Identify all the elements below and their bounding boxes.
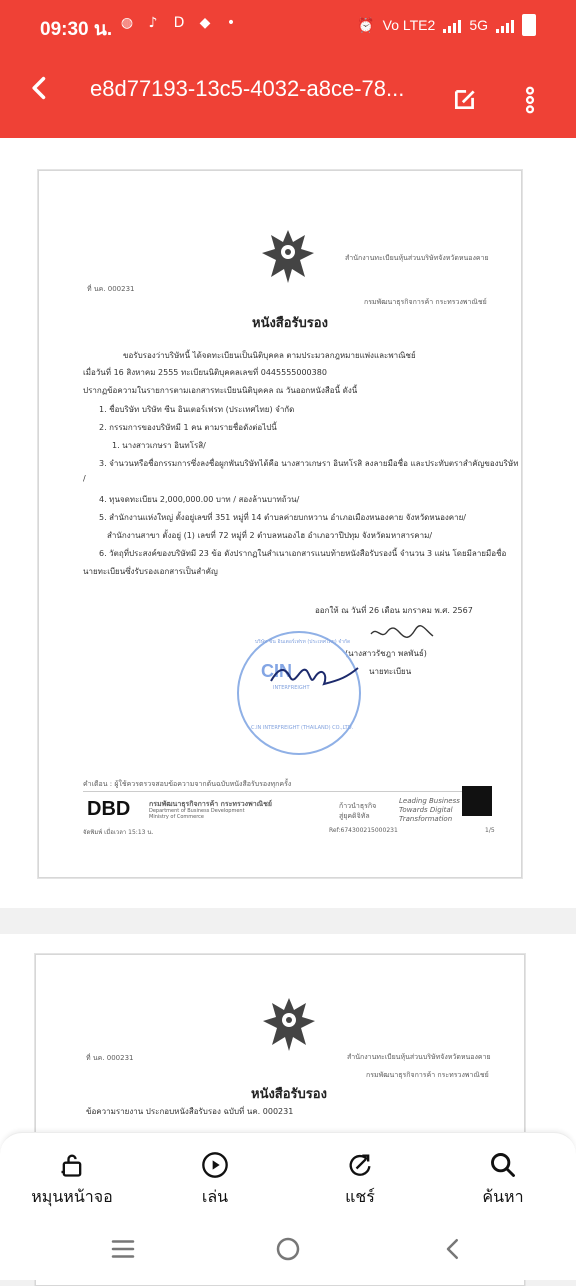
pdf-page-1[interactable] [0, 138, 576, 908]
search-button[interactable] [448, 1151, 558, 1211]
more-options-icon[interactable] [520, 86, 540, 114]
dbd-english-name: Department of Business Development [149, 808, 245, 814]
toolbar [0, 62, 576, 132]
shopping-icon: ◆ [199, 15, 211, 31]
registrar-title: นายทะเบียน [369, 667, 412, 676]
dbd-logo: DBD [87, 798, 131, 820]
document-line: 3. จำนวนหรือชื่อกรรมการซึ่งลงชื่อผูกพันบริษัทได้คือ นางสาวเกษรา อินทโรสิ ลงลายมือชื่อ และประทับตราสำคัญของบริษัท [99, 459, 519, 468]
tiktok-icon: ♪ [148, 15, 158, 31]
recent-apps-icon[interactable] [108, 1234, 138, 1264]
status-bar [0, 0, 576, 50]
status-icons [118, 14, 240, 32]
document-title: e8d77193-13c5-4032-a8ce-78... [90, 76, 405, 101]
status-time: 09:30 น. [40, 19, 113, 40]
app-d-icon: D [173, 15, 185, 31]
document-line: ปรากฏข้อความในรายการตามเอกสารทะเบียนนิติบุคคล ณ วันออกหนังสือนี้ ดังนี้ [83, 386, 358, 395]
share-button[interactable] [305, 1151, 415, 1211]
document-line: / [83, 474, 86, 483]
search-label: ค้นหา [482, 1189, 524, 1206]
volte-label: Vo LTE2 [382, 17, 436, 33]
signature-overlay-icon [267, 659, 362, 693]
network-label: 5G [469, 17, 488, 33]
system-navigation-bar [0, 1224, 576, 1280]
share-label: แชร์ [345, 1189, 375, 1206]
office-line-1: สำนักงานทะเบียนหุ้นส่วนบริษัทจังหวัดหนองคาย [345, 254, 489, 262]
edit-icon[interactable] [452, 86, 478, 112]
document-line: 2. กรรมการของบริษัทมี 1 คน ตามรายชื่อดังต่อไปนี้ [99, 423, 277, 432]
reference-number: Ref:674300215000231 [329, 827, 398, 834]
home-icon[interactable] [273, 1234, 303, 1264]
document-line: 4. ทุนจดทะเบียน 2,000,000.00 บาท / สองล้านบาทถ้วน/ [99, 495, 300, 504]
battery-icon [522, 14, 536, 36]
play-icon [201, 1151, 229, 1179]
back-arrow-icon[interactable] [26, 74, 54, 102]
play-label: เล่น [201, 1189, 229, 1206]
qr-code-icon [462, 786, 492, 816]
page-number: 1/5 [485, 827, 495, 834]
back-icon[interactable] [438, 1234, 468, 1264]
doc-number: ที่ นค. 000231 [87, 285, 135, 293]
registrar-name: (นางสาวรัชฎา พลพันธ์) [345, 649, 427, 658]
garuda-emblem-icon [257, 993, 321, 1057]
company-stamp [237, 631, 361, 755]
slogan-thai-1: ก้าวนำธุรกิจ [339, 802, 377, 810]
line-icon: ◍ [120, 15, 134, 31]
share-icon [346, 1151, 374, 1179]
slogan-english-3: Transformation [399, 815, 453, 823]
signal-icon [443, 17, 461, 33]
app-header [0, 0, 576, 138]
dot-icon: • [226, 15, 236, 31]
office-line-2: กรมพัฒนาธุรกิจการค้า กระทรวงพาณิชย์ [364, 298, 487, 306]
dbd-thai-name: กรมพัฒนาธุรกิจการค้า กระทรวงพาณิชย์ [149, 800, 272, 808]
garuda-emblem-icon [256, 225, 320, 289]
office-line-2: กรมพัฒนาธุรกิจการค้า กระทรวงพาณิชย์ [366, 1071, 489, 1079]
document-line: 1. นางสาวเกษรา อินทโรสิ/ [112, 441, 206, 450]
slogan-english-1: Leading Business [399, 797, 460, 805]
stamp-subtext: INTERFREIGHT [273, 685, 310, 691]
system-status [357, 14, 536, 36]
document-line: 1. ชื่อบริษัท บริษัท ซีน อินเตอร์เฟรท (ประเทศไทย) จำกัด [99, 405, 295, 414]
document-line: ข้อความรายงาน ประกอบหนังสือรับรอง ฉบับที่ นค. 000231 [86, 1107, 294, 1116]
stamp-thai-text: บริษัท ซีน อินเตอร์เฟรท (ประเทศไทย) จำกัด [255, 639, 351, 645]
document-line: สำนักงานสาขา ตั้งอยู่ (1) เลขที่ 72 หมู่ที่ 2 ตำบลหนองไฮ อำเภอวาปีปทุม จังหวัดมหาสารคาม/ [107, 531, 433, 540]
document-heading: หนังสือรับรอง [252, 316, 328, 331]
warning-text: คำเตือน : ผู้ใช้ควรตรวจสอบข้อความจากต้นฉบับหนังสือรับรองทุกครั้ง [83, 780, 292, 788]
bottom-action-bar [0, 1132, 576, 1225]
alarm-icon: ⏰ [357, 16, 375, 33]
search-icon [489, 1151, 517, 1179]
document-line: 5. สำนักงานแห่งใหญ่ ตั้งอยู่เลขที่ 351 หมู่ที่ 14 ตำบลค่ายบกหวาน อำเภอเมืองหนองคาย จังหวัดหนองคาย/ [99, 513, 466, 522]
slogan-thai-2: สู่ยุคดิจิทัล [339, 812, 370, 820]
dbd-ministry-name: Ministry of Commerce [149, 814, 204, 820]
rotate-screen-icon [58, 1151, 86, 1179]
document-viewer[interactable] [0, 138, 576, 1280]
document-line: เมื่อวันที่ 16 สิงหาคม 2555 ทะเบียนนิติบุคคลเลขที่ 0445555000380 [83, 368, 327, 377]
stamp-company-text: C.IN INTERFREIGHT (THAILAND) CO.,LTD. [251, 725, 354, 731]
document-heading: หนังสือรับรอง [251, 1087, 327, 1102]
document-line: ขอรับรองว่าบริษัทนี้ ได้จดทะเบียนเป็นนิติบุคคล ตามประมวลกฎหมายแพ่งและพาณิชย์ [123, 351, 416, 360]
document-line: 6. วัตถุที่ประสงค์ของบริษัทมี 23 ข้อ ดังปรากฏในสำเนาเอกสารแนบท้ายหนังสือรับรองนี้ จำนวน 3 แผ่น โดยมีลายมือชื่อ [99, 549, 507, 558]
printed-time: จัดพิมพ์ เมื่อเวลา 15:13 น. [83, 829, 154, 836]
rotate-screen-button[interactable] [17, 1151, 127, 1211]
signal-icon-2 [496, 17, 514, 33]
office-line-1: สำนักงานทะเบียนหุ้นส่วนบริษัทจังหวัดหนองคาย [347, 1053, 491, 1061]
issued-date: ออกให้ ณ วันที่ 26 เดือน มกราคม พ.ศ. 2567 [315, 606, 473, 615]
slogan-english-2: Towards Digital [399, 806, 453, 814]
document-line: นายทะเบียนซึ่งรับรองเอกสารเป็นสำคัญ [83, 567, 218, 576]
play-button[interactable] [160, 1151, 270, 1211]
stamp-logo: CIN [261, 661, 292, 681]
rotate-screen-label: หมุนหน้าจอ [31, 1189, 113, 1206]
doc-number: ที่ นค. 000231 [86, 1054, 134, 1062]
certificate-page [38, 170, 522, 878]
registrar-signature-icon [369, 624, 435, 642]
